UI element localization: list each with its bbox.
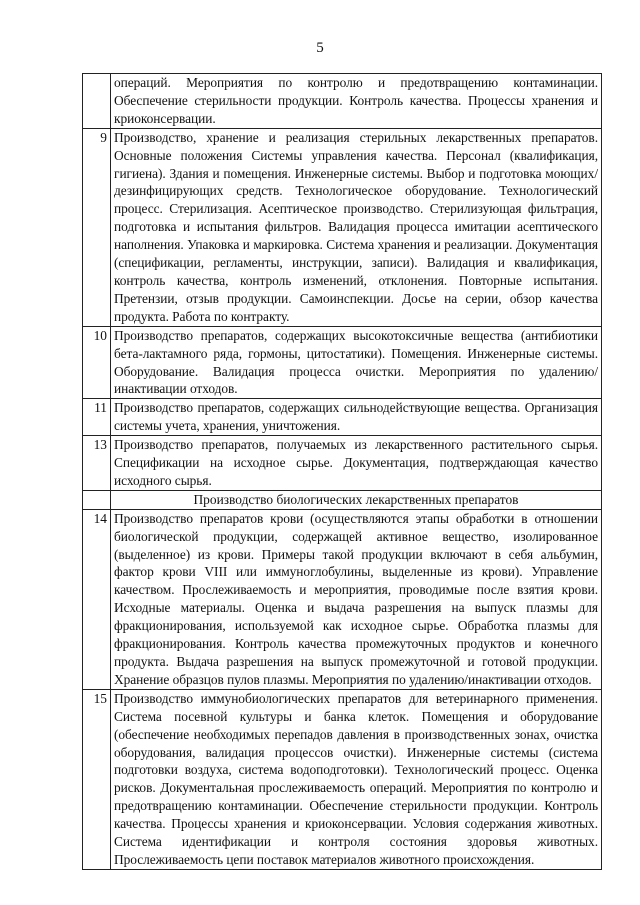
row-number: 11 (83, 399, 111, 436)
row-number: 15 (83, 689, 111, 869)
table-row-10 (83, 326, 602, 399)
row-number (83, 490, 111, 509)
table-row-11 (83, 399, 602, 436)
row-text: Производство препаратов, содержащих высокотоксичные вещества (антибиотики бета-лактамного ряда, гормоны, цитостатики). Помещения. Инженерные системы. Оборудование. Валидация процесса очистки. Мероприятия по удалению/инактивации отходов. (111, 326, 602, 399)
row-number (83, 74, 111, 129)
row-text: Производство иммунобиологических препаратов для ветеринарного применения. Система посевной культуры и банка клеток. Помещения и оборудование (обеспечение необходимых перепадов давления в производственных зонах, очистка оборудования, валидация процессов очистки). Инженерные системы (система подготовки воздуха, система водоподготовки). Технологический процесс. Оценка рисков. Документальная прослеживаемость операций. Мероприятия по контролю и предотвращению контаминации. Обеспечение стерильности продукции. Контроль качества. Процессы хранения и криоконсервации. Условия содержания животных. Система идентификации и контроля состояния здоровья животных. Прослеживаемость цепи поставок материалов животного происхождения. (111, 689, 602, 869)
table-row-14 (83, 509, 602, 689)
row-text: Производство препаратов, содержащих сильнодействующие вещества. Организация системы учета, хранения, уничтожения. (111, 399, 602, 436)
row-number: 9 (83, 128, 111, 326)
row-text: операций. Мероприятия по контролю и предотвращению контаминации. Обеспечение стерильности продукции. Контроль качества. Процессы хранения и криоконсервации. (111, 74, 602, 129)
row-number: 13 (83, 436, 111, 491)
table-row-13 (83, 436, 602, 491)
row-number: 14 (83, 509, 111, 689)
section-title: Производство биологических лекарственных препаратов (111, 490, 602, 509)
table-row-continuation (83, 74, 602, 129)
row-text: Производство препаратов крови (осуществляются этапы обработки в отношении биологической продукции, содержащей активное вещество, изолированное (выделенное) из крови. Примеры такой продукции включают в себя альбумин, фактор крови VIII или иммуноглобулины, выделенные из крови). Управление качеством. Прослеживаемость и мероприятия, проводимые после взятия крови. Исходные материалы. Оценка и выдача разрешения на выпуск плазмы для фракционирования, используемой как исходное сырье. Обработка плазмы для фракционирования. Контроль качества промежуточных продуктов и конечного продукта. Выдача разрешения на выпуск промежуточной и готовой продукции. Хранение образцов пулов плазмы. Мероприятия по удалению/инактивации отходов. (111, 509, 602, 689)
table-row-15 (83, 689, 602, 869)
section-header-row (83, 490, 602, 509)
row-text: Производство препаратов, получаемых из лекарственного растительного сырья. Спецификации на исходное сырье. Документация, подтверждающая качество исходного сырья. (111, 436, 602, 491)
table-row-9 (83, 128, 602, 326)
requirements-table (82, 73, 602, 870)
row-text: Производство, хранение и реализация стерильных лекарственных препаратов. Основные положения Системы управления качества. Персонал (квалификация, гигиена). Здания и помещения. Инженерные системы. Выбор и подготовка моющих/дезинфицирующих средств. Технологическое оборудование. Технологический процесс. Стерилизация. Асептическое производство. Стерилизующая фильтрация, подготовка и испытания фильтров. Валидация процесса имитации асептического наполнения. Упаковка и маркировка. Система хранения и реализации. Документация (спецификации, регламенты, инструкции, записи). Валидация и квалификация, контроль качества, контроль изменений, отклонения. Повторные испытания. Претензии, отзыв продукции. Самоинспекции. Досье на серии, обзор качества продукта. Работа по контракту. (111, 128, 602, 326)
page-number: 5 (316, 40, 324, 56)
row-number: 10 (83, 326, 111, 399)
